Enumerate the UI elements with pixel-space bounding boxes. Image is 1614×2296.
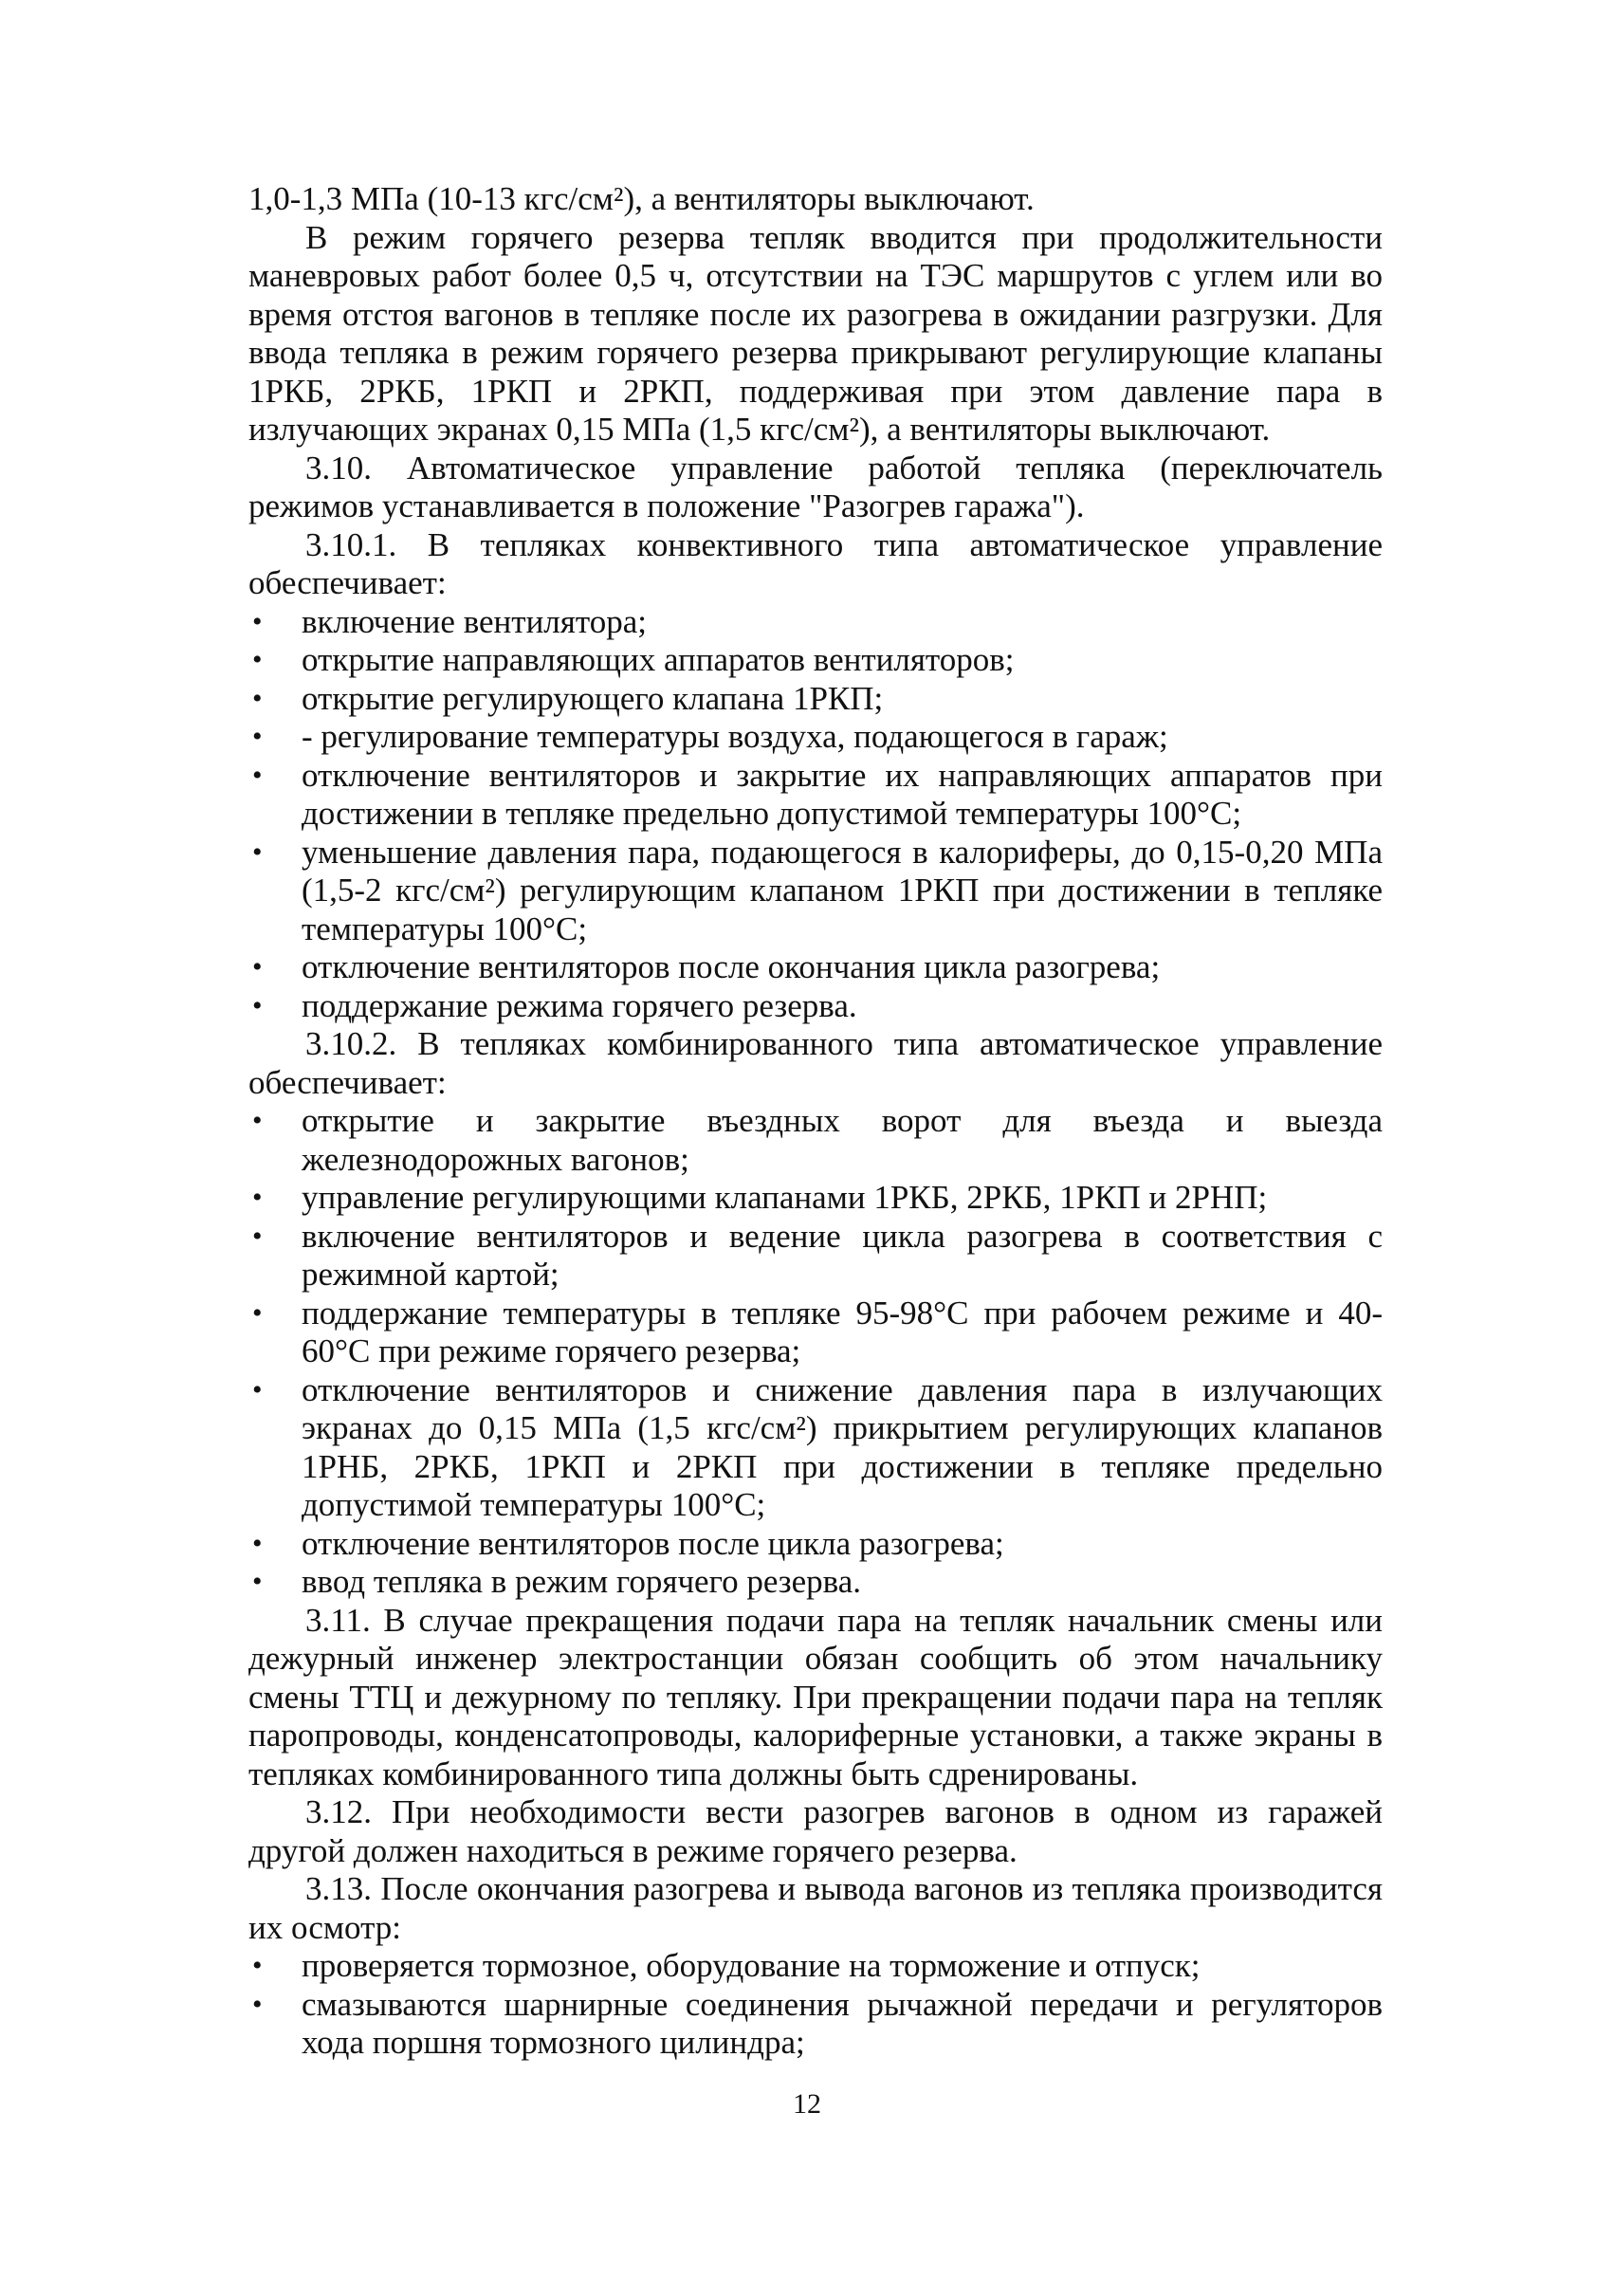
page-number: 12 xyxy=(793,2088,821,2120)
list-item-text: ввод тепляка в режим горячего резерва. xyxy=(302,1563,861,1600)
list-item-text: включение вентилятора; xyxy=(302,602,647,640)
bullet-icon: • xyxy=(252,1566,263,1597)
list-item-text: поддержание температуры в тепляке 95-98°С при рабочем режиме и 40-60°С при режиме горячего резерва; xyxy=(302,1294,1383,1369)
list-item xyxy=(248,1525,1383,1564)
bullet-icon: • xyxy=(252,682,263,714)
bullet-icon: • xyxy=(252,1220,263,1252)
bullet-icon: • xyxy=(252,1950,263,1981)
bullet-icon: • xyxy=(252,1182,263,1213)
list-item xyxy=(248,1986,1383,2063)
section-3-12-paragraph: 3.12. При необходимости вести разогрев вагонов в одном из гаражей другой должен находиться в режиме горячего резерва. xyxy=(248,1793,1383,1869)
list-item xyxy=(248,1218,1383,1295)
bullet-icon: • xyxy=(252,1105,263,1136)
list-item-text: отключение вентиляторов после цикла разогрева; xyxy=(302,1524,1004,1562)
bullet-icon: • xyxy=(252,759,263,791)
bullet-icon: • xyxy=(252,1988,263,2020)
list-item-text: поддержание режима горячего резерва. xyxy=(302,986,857,1024)
list-item-text: открытие направляющих аппаратов вентиляторов; xyxy=(302,641,1015,678)
bullet-icon: • xyxy=(252,605,263,637)
list-item-text: управление регулирующими клапанами 1РКБ, 2РКБ, 1РКП и 2РНП; xyxy=(302,1179,1268,1216)
list-item xyxy=(248,1102,1383,1179)
top-continuation-text: 1,0-1,3 МПа (10-13 кгс/см²), а вентиляторы выключают. xyxy=(248,180,1035,217)
list-item-text: открытие и закрытие въездных ворот для въезда и выезда железнодорожных вагонов; xyxy=(302,1102,1383,1178)
list-item-text: уменьшение давления пара, подающегося в калориферы, до 0,15-0,20 МПа (1,5-2 кгс/см²) регулирующим клапаном 1РКП при достижении в тепляке температуры 100°С; xyxy=(302,833,1383,947)
list-item xyxy=(248,834,1383,949)
list-item xyxy=(248,1371,1383,1525)
section-3-10-2-paragraph: 3.10.2. В тепляках комбинированного типа автоматическое управление обеспечивает: xyxy=(248,1025,1383,1101)
list-3-10-1 xyxy=(248,603,1383,1026)
list-item xyxy=(248,987,1383,1026)
list-item xyxy=(248,680,1383,719)
list-item-text: открытие регулирующего клапана 1РКП; xyxy=(302,679,884,717)
bullet-icon: • xyxy=(252,1527,263,1559)
list-3-13 xyxy=(248,1947,1383,2063)
bullet-icon: • xyxy=(252,1373,263,1405)
list-item-text: проверяется тормозное, оборудование на торможение и отпуск; xyxy=(302,1947,1201,1984)
section-3-11-paragraph: 3.11. В случае прекращения подачи пара на тепляк начальник смены или дежурный инженер электростанции обязан сообщить об этом начальнику смены ТТЦ и дежурному по тепляку. При прекращении подачи пара на тепляк паропроводы, конденсатопроводы, калориферные установки, а также экраны в тепляках комбинированного типа должны быть сдренированы. xyxy=(248,1601,1383,1792)
list-item-text: - регулирование температуры воздуха, подающегося в гараж; xyxy=(302,718,1168,755)
section-3-13-paragraph: 3.13. После окончания разогрева и вывода вагонов из тепляка производится их осмотр: xyxy=(248,1870,1383,1946)
list-item-text: смазываются шарнирные соединения рычажной передачи и регуляторов хода поршня тормозного цилиндра; xyxy=(302,1985,1383,2061)
section-3-10-paragraph: 3.10. Автоматическое управление работой тепляка (переключатель режимов устанавливается в положение "Разогрев гаража"). xyxy=(248,449,1383,524)
bullet-icon: • xyxy=(252,989,263,1021)
list-item xyxy=(248,718,1383,757)
list-item xyxy=(248,948,1383,987)
bullet-icon: • xyxy=(252,836,263,868)
bullet-icon: • xyxy=(252,644,263,675)
list-3-10-2 xyxy=(248,1102,1383,1602)
list-item-text: включение вентиляторов и ведение цикла разогрева в соответствия с режимной картой; xyxy=(302,1217,1383,1293)
list-item xyxy=(248,1947,1383,1986)
list-item-text: отключение вентиляторов и снижение давления пара в излучающих экранах до 0,15 МПа (1,5 кгс/см²) прикрытием регулирующих клапанов 1РНБ, 2РКБ, 1РКП и 2РКП при достижении в тепляке предельно допустимой температуры 100°С; xyxy=(302,1370,1383,1523)
bullet-icon: • xyxy=(252,951,263,983)
list-item xyxy=(248,757,1383,834)
list-item-text: отключение вентиляторов и закрытие их направляющих аппаратов при достижении в тепляке предельно допустимой температуры 100°С; xyxy=(302,756,1383,832)
list-item xyxy=(248,641,1383,680)
hot-reserve-paragraph: В режим горячего резерва тепляк вводится при продолжительности маневровых работ более 0,5 ч, отсутствии на ТЭС маршрутов с углем или во время отстоя вагонов в тепляке после их разогрева в ожидании разгрузки. Для ввода тепляка в режим горячего резерва прикрывают регулирующие клапаны 1РКБ, 2РКБ, 1РКП и 2РКП, поддерживая при этом давление пара в излучающих экранах 0,15 МПа (1,5 кгс/см²), а вентиляторы выключают. xyxy=(248,218,1383,448)
document-page xyxy=(248,180,1383,2063)
list-item-text: отключение вентиляторов после окончания цикла разогрева; xyxy=(302,948,1161,985)
list-item xyxy=(248,1295,1383,1371)
bullet-icon: • xyxy=(252,1296,263,1329)
section-3-10-1-paragraph: 3.10.1. В тепляках конвективного типа автоматическое управление обеспечивает: xyxy=(248,525,1383,601)
list-item xyxy=(248,1563,1383,1602)
list-item xyxy=(248,1179,1383,1218)
list-item xyxy=(248,603,1383,642)
bullet-icon: • xyxy=(252,721,263,752)
